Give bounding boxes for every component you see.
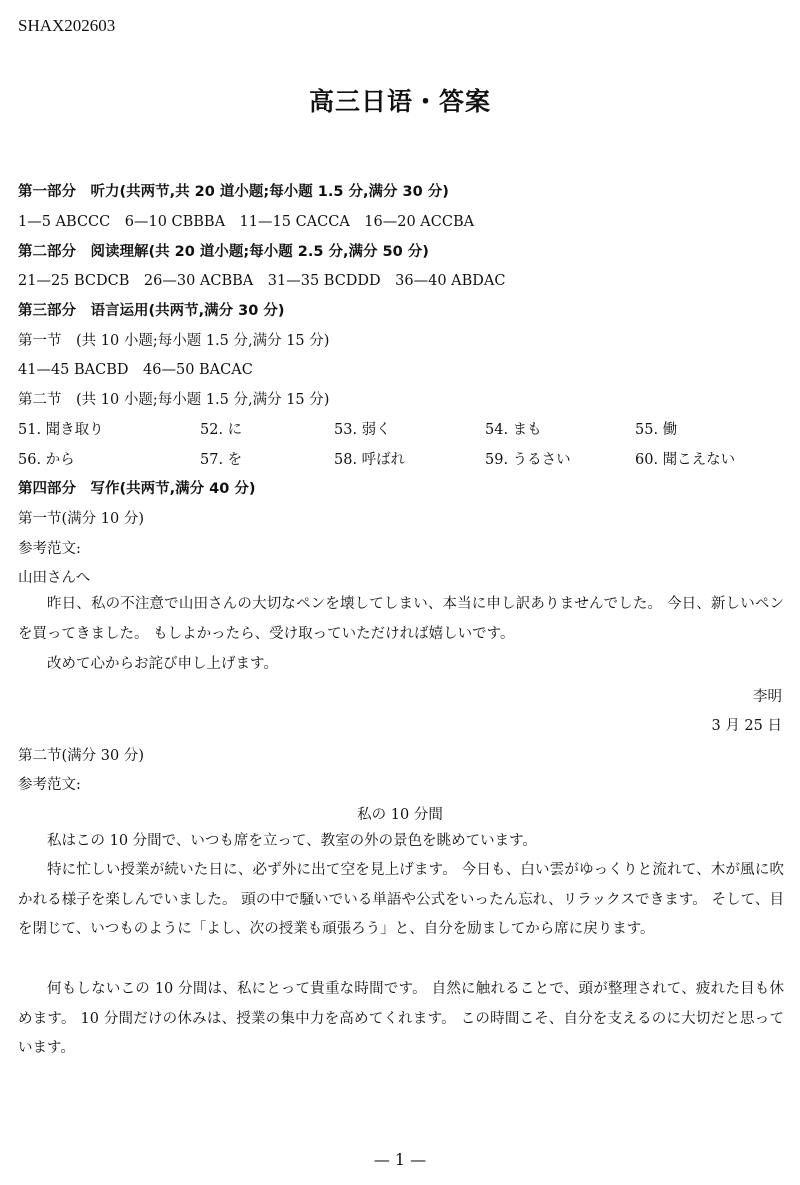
answer-cell: 56. から bbox=[18, 452, 75, 468]
answer-cell: 53. 弱く bbox=[334, 422, 391, 438]
part3-section2-heading: 第二节 (共 10 小题;每小题 1.5 分,满分 15 分) bbox=[18, 392, 330, 408]
part4-section1-heading: 第一节(满分 10 分) bbox=[18, 511, 144, 527]
part1-heading: 第一部分 听力(共两节,共 20 道小题;每小题 1.5 分,满分 30 分) bbox=[18, 184, 449, 200]
part3-heading: 第三部分 语言运用(共两节,满分 30 分) bbox=[18, 303, 285, 319]
page-number: — 1 — bbox=[373, 1150, 427, 1169]
essay-title: 私の 10 分間 bbox=[357, 807, 443, 823]
essay-paragraph: 私はこの 10 分間で、いつも席を立って、教室の外の景色を眺めています。 bbox=[47, 833, 537, 849]
page-title: 高三日语・答案 bbox=[308, 87, 491, 116]
letter-paragraph: 改めて心からお詫び申し上げます。 bbox=[47, 656, 278, 672]
answer-cell: 54. まも bbox=[485, 422, 542, 438]
answer-cell: 58. 呼ばれ bbox=[334, 452, 406, 468]
answer-cell: 55. 働 bbox=[635, 422, 678, 438]
letter-salutation: 山田さんへ bbox=[18, 570, 91, 586]
answer-cell: 59. うるさい bbox=[485, 452, 571, 468]
letter-date: 3 月 25 日 bbox=[711, 718, 782, 734]
document-code: SHAX202603 bbox=[18, 16, 116, 35]
part2-heading: 第二部分 阅读理解(共 20 道小题;每小题 2.5 分,满分 50 分) bbox=[18, 244, 429, 260]
letter-signature: 李明 bbox=[753, 689, 782, 705]
letter-paragraph: 昨日、私の不注意で山田さんの大切なペンを壊してしまい、本当に申し訳ありませんでした。 今日、新しいペンを買ってきました。 もしよかったら、受け取っていただければ嬉しいです。 bbox=[18, 596, 784, 642]
part4-heading: 第四部分 写作(共两节,满分 40 分) bbox=[18, 481, 256, 497]
part2-answers: 21—25 BCDCB 26—30 ACBBA 31—35 BCDDD 36—40 ABDAC bbox=[18, 273, 506, 289]
part3-section1-answers: 41—45 BACBD 46—50 BACAC bbox=[18, 362, 253, 378]
part3-section1-heading: 第一节 (共 10 小题;每小题 1.5 分,满分 15 分) bbox=[18, 333, 330, 349]
answer-cell: 60. 聞こえない bbox=[635, 452, 736, 468]
essay-paragraph: 何もしないこの 10 分間は、私にとって貴重な時間です。 自然に触れることで、頭が整理されて、疲れた目も休めます。 10 分間だけの休みは、授業の集中力を高めてくれます。 この時間こそ、自分を支えるのに大切だと思っています。 bbox=[18, 981, 784, 1057]
answer-cell: 52. に bbox=[200, 422, 243, 438]
answer-cell: 57. を bbox=[200, 452, 243, 468]
sample-label: 参考范文: bbox=[18, 541, 81, 557]
part4-section2-heading: 第二节(满分 30 分) bbox=[18, 748, 144, 764]
sample-label: 参考范文: bbox=[18, 777, 81, 793]
essay-paragraph: 特に忙しい授業が続いた日に、必ず外に出て空を見上げます。 今日も、白い雲がゆっくりと流れて、木が風に吹かれる様子を楽しんでいました。 頭の中で騒いでいる単語や公式をいったん忘れ、リラックスできます。 そして、目を閉じて、いつものように「よし、次の授業も頑張ろう」と、自分を励ましてから席に戻ります。 bbox=[18, 862, 784, 938]
part1-answers: 1—5 ABCCC 6—10 CBBBA 11—15 CACCA 16—20 ACCBA bbox=[18, 214, 475, 230]
answer-cell: 51. 聞き取り bbox=[18, 422, 104, 438]
